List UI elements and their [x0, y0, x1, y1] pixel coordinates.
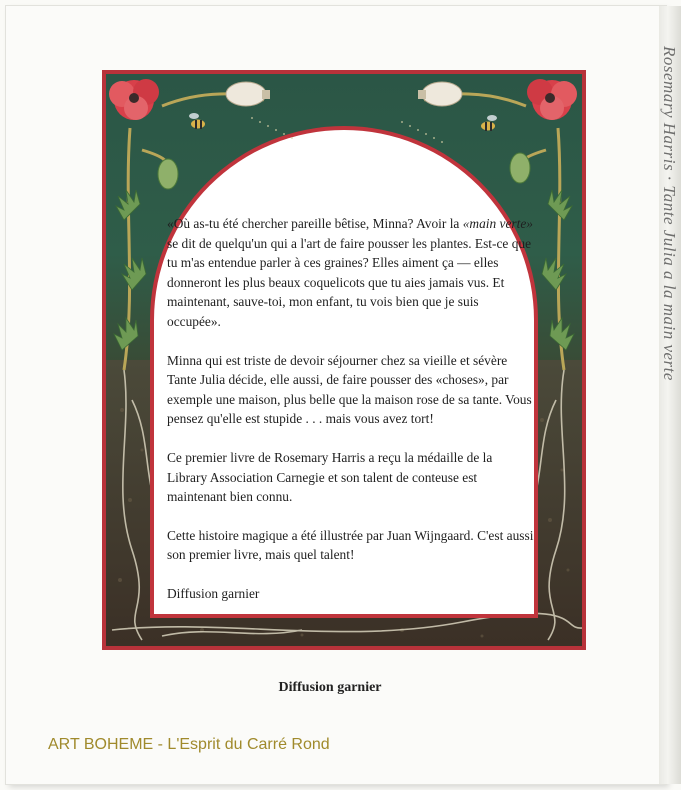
blurb-paragraph-1: «Où as-tu été chercher pareille bêtise, Minna? Avoir la «main verte» se dit de quelqu'un qui a l'art de faire pousser les plantes. Est-ce que tu m'as entendue parler à ces graines? Elles aiment ça — elles donneront les plus beaux coquelicots que tu aies jamais vus. Et maintenant, sauve-toi, mon enfant, tu vois bien que je suis occupée».	[167, 216, 533, 329]
publisher-label: Diffusion garnier	[278, 680, 382, 695]
poppy-bud	[158, 159, 178, 189]
blurb-paragraph-5: Diffusion garnier	[167, 585, 260, 601]
italic-phrase: «main verte»	[462, 216, 533, 231]
blurb-paragraph-2: Minna qui est triste de devoir séjourner chez sa vieille et sévère Tante Julia décide, elle aussi, de faire pousser des «choses», par exemple une maison, plus belle que la maison rose de sa tante. Vous pensez qu'elle est stupide . . . mais vous avez tort!	[167, 352, 532, 427]
blurb-paragraph-4: Cette histoire magique a été illustrée par Juan Wijngaard. C'est aussi son premier livre, mais quel talent!	[167, 527, 534, 563]
watermark-text: ART BOHEME - L'Esprit du Carré Rond	[48, 736, 330, 753]
book-spine	[659, 6, 681, 784]
blurb-paragraph-3: Ce premier livre de Rosemary Harris a reçu la médaille de la Library Association Carnegie et son talent de conteuse est maintenant bien connu.	[167, 449, 493, 505]
back-cover-blurb	[167, 214, 535, 623]
spine-text: Rosemary Harris · Tante Julia a la main verte	[660, 46, 679, 381]
poppy-bud	[510, 153, 530, 183]
